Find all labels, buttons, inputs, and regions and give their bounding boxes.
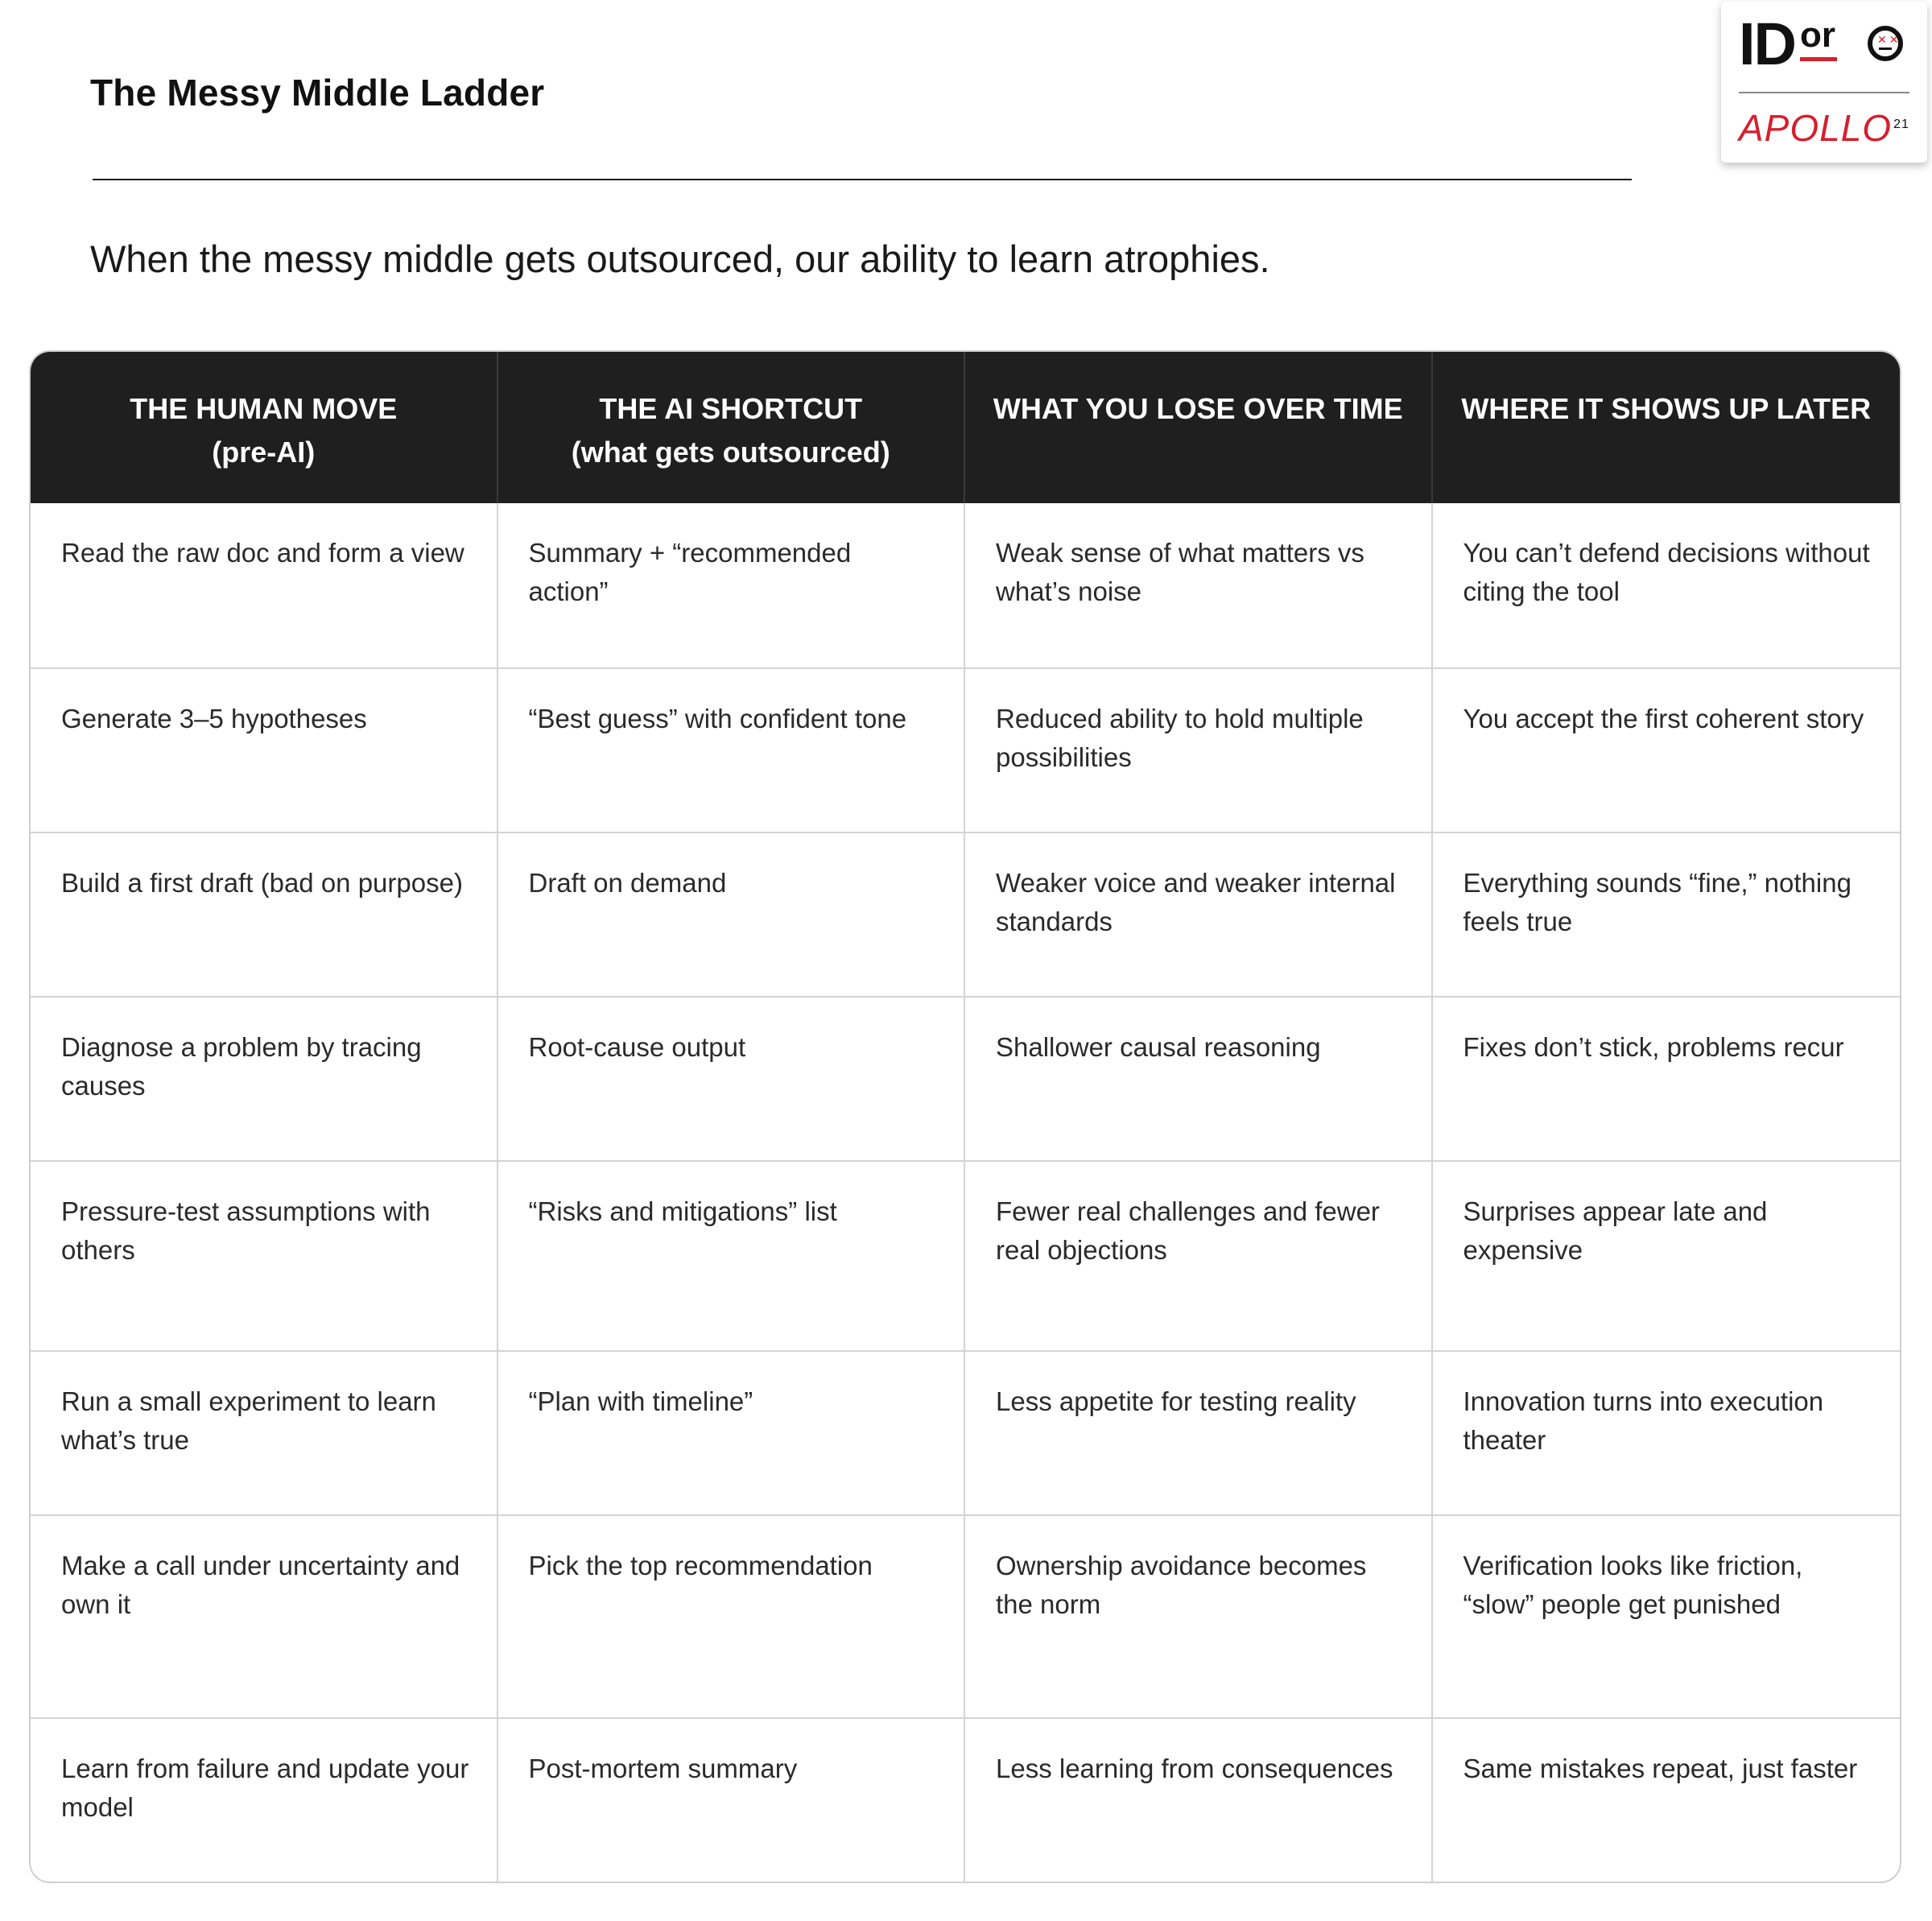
table-row bbox=[31, 1514, 1900, 1717]
column-header-line1: WHAT YOU LOSE OVER TIME bbox=[993, 392, 1403, 425]
table-cell: Surprises appear late and expensive bbox=[1463, 1196, 1768, 1265]
table-cell: Read the raw doc and form a view bbox=[31, 503, 498, 667]
column-header-where-it-shows-up bbox=[1433, 352, 1901, 503]
apollo-wordmark bbox=[1739, 109, 1909, 147]
column-header-what-you-lose bbox=[965, 352, 1433, 503]
table-cell: Verification looks like friction, “slow” people get punished bbox=[1463, 1551, 1803, 1619]
brand-logo bbox=[1721, 2, 1927, 163]
table-row bbox=[31, 832, 1900, 996]
ladder-table bbox=[29, 350, 1901, 1883]
table-row bbox=[31, 996, 1900, 1160]
table-cell: Pressure-test assumptions with others bbox=[31, 1162, 498, 1350]
table-cell: Diagnose a problem by tracing causes bbox=[31, 998, 498, 1160]
column-header-line2: (pre-AI) bbox=[212, 436, 316, 469]
table-cell: Less learning from consequences bbox=[965, 1719, 1433, 1882]
table-cell: Fixes don’t stick, problems recur bbox=[1463, 1032, 1844, 1062]
table-cell: “Risks and mitigations” list bbox=[498, 1162, 966, 1350]
table-cell: Generate 3–5 hypotheses bbox=[31, 669, 498, 832]
table-header-row bbox=[31, 352, 1900, 503]
table-cell: Less appetite for testing reality bbox=[965, 1352, 1433, 1514]
table-cell: Everything sounds “fine,” nothing feels true bbox=[1463, 868, 1852, 936]
column-header-human-move bbox=[31, 352, 498, 503]
table-cell: Weaker voice and weaker internal standards bbox=[965, 833, 1433, 996]
page-subtitle: When the messy middle gets outsourced, our ability to learn atrophies. bbox=[90, 238, 1270, 280]
idoro-wordmark bbox=[1739, 10, 1835, 77]
table-cell: You accept the first coherent story bbox=[1463, 704, 1864, 733]
table-cell: “Plan with timeline” bbox=[498, 1352, 966, 1514]
table-row bbox=[31, 1160, 1900, 1350]
logo-id-text: ID bbox=[1739, 10, 1795, 77]
column-header-line1: WHERE IT SHOWS UP LATER bbox=[1461, 392, 1872, 425]
table-cell: Shallower causal reasoning bbox=[965, 998, 1433, 1160]
table-row bbox=[31, 667, 1900, 832]
table-body bbox=[31, 503, 1900, 1882]
table-cell: Reduced ability to hold multiple possibilities bbox=[965, 669, 1433, 832]
column-header-line2: (what gets outsourced) bbox=[571, 436, 890, 469]
mouth-icon bbox=[1879, 48, 1892, 50]
table-cell: Draft on demand bbox=[498, 833, 966, 996]
table-cell: Post-mortem summary bbox=[498, 1719, 966, 1882]
table-cell: Build a first draft (bad on purpose) bbox=[31, 833, 498, 996]
logo-or-text: or bbox=[1800, 15, 1835, 55]
column-header-line1: THE AI SHORTCUT bbox=[599, 392, 863, 425]
logo-apollo-sup: 21 bbox=[1893, 117, 1909, 131]
table-cell: You can’t defend decisions without citing the tool bbox=[1463, 538, 1870, 606]
table-cell: Same mistakes repeat, just faster bbox=[1463, 1754, 1858, 1783]
logo-apollo-text: APOLLO bbox=[1739, 107, 1893, 149]
table-row bbox=[31, 503, 1900, 667]
column-header-line1: THE HUMAN MOVE bbox=[130, 392, 398, 425]
eyes-icon: ✕✕ bbox=[1877, 33, 1901, 46]
face-icon bbox=[1868, 26, 1903, 61]
table-cell: Learn from failure and update your model bbox=[31, 1719, 498, 1882]
column-header-ai-shortcut bbox=[498, 352, 966, 503]
table-cell: “Best guess” with confident tone bbox=[498, 669, 966, 832]
title-divider bbox=[93, 179, 1632, 180]
table-cell: Fewer real challenges and fewer real objections bbox=[965, 1162, 1433, 1350]
table-cell: Innovation turns into execution theater bbox=[1463, 1386, 1824, 1455]
table-row bbox=[31, 1350, 1900, 1514]
page-title: The Messy Middle Ladder bbox=[90, 72, 545, 114]
table-cell: Summary + “recommended action” bbox=[498, 503, 966, 667]
table-cell: Pick the top recommendation bbox=[498, 1516, 966, 1717]
logo-divider bbox=[1739, 92, 1909, 93]
table-cell: Make a call under uncertainty and own it bbox=[31, 1516, 498, 1717]
table-cell: Run a small experiment to learn what’s true bbox=[31, 1352, 498, 1514]
table-cell: Ownership avoidance becomes the norm bbox=[965, 1516, 1433, 1717]
table-cell: Weak sense of what matters vs what’s noise bbox=[965, 503, 1433, 667]
table-cell: Root-cause output bbox=[498, 998, 966, 1160]
table-row bbox=[31, 1717, 1900, 1882]
